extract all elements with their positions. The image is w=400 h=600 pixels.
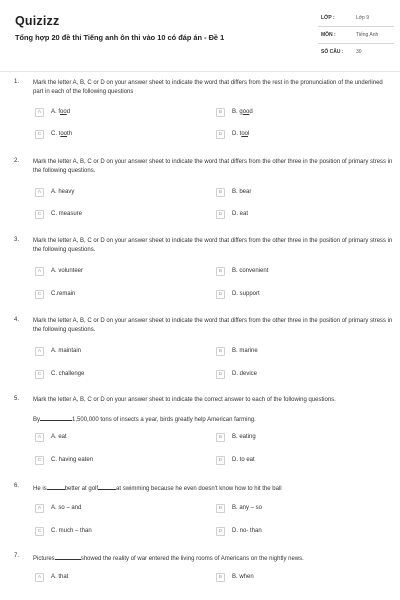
meta-subject (318, 27, 394, 44)
option-letter-box: D (216, 370, 225, 379)
option-letter-box: B (216, 108, 225, 117)
meta-subject-value: Tiếng Anh (356, 32, 379, 38)
option-letter-box: C (35, 210, 44, 219)
page-title: Tổng hợp 20 đề thi Tiếng anh ôn thi vào 10 có đáp án - Đề 1 (15, 33, 225, 42)
question-number: 6. (14, 483, 20, 489)
option-letter-box: C (35, 456, 44, 465)
question-text: Pictures showed the reality of war entered the living rooms of Americans on the nightly news. (33, 553, 393, 564)
meta-subject-label: MÔN : (321, 32, 336, 38)
underlined-part: oo (241, 131, 249, 137)
option-letter-box: A (35, 504, 44, 513)
option-letter-box: A (35, 108, 44, 117)
option-letter-box: B (216, 267, 225, 276)
option-letter-box: D (216, 130, 225, 139)
answer-blank (98, 483, 116, 490)
option-letter-box: A (35, 573, 44, 582)
option-letter-box: B (216, 188, 225, 197)
question-number: 4. (14, 317, 20, 323)
question-text: Mark the letter A, B, C or D on your answer sheet to indicate the word that differs from the rest in the pronunciation of the underlined part in each of the following questions (33, 80, 383, 95)
option-letter-box: D (216, 290, 225, 299)
underlined-part: oo (60, 131, 68, 137)
question-text: Mark the letter A, B, C or D on your answer sheet to indicate the word that differs from the other three in the position of primary stress in the following questions. (33, 159, 393, 174)
option-letter-box: A (35, 267, 44, 276)
option-letter-box: A (35, 347, 44, 356)
question-text: He is better at golf at swimming because he even doesn't know how to hit the ball (33, 483, 393, 494)
question-number: 2. (14, 158, 20, 164)
underlined-part: oo (60, 109, 67, 115)
meta-count-value: 30 (356, 49, 362, 55)
option-letter-box: C (35, 370, 44, 379)
meta-grade (318, 10, 394, 27)
question-number: 7. (14, 553, 20, 559)
option-letter-box: C (35, 527, 44, 536)
question-number: 3. (14, 237, 20, 243)
option-letter-box: B (216, 433, 225, 442)
meta-grade-value: Lớp 9 (356, 15, 370, 21)
option-letter-box: A (35, 433, 44, 442)
meta-question-count (318, 44, 394, 61)
meta-count-label: SỐ CÂU : (321, 49, 344, 55)
question-number: 1. (14, 79, 20, 85)
worksheet-header (0, 0, 400, 70)
option-letter-box: D (216, 210, 225, 219)
option-letter-box: A (35, 188, 44, 197)
answer-blank (40, 414, 72, 421)
option-letter-box: D (216, 456, 225, 465)
answer-blank (55, 553, 81, 560)
question-text: Mark the letter A, B, C or D on your answer sheet to indicate the word that differs from the other three in the position of primary stress in the following questions. (33, 318, 393, 333)
question-number: 5. (14, 396, 20, 402)
worksheet-page: Quizizz Tổng hợp 20 đề thi Tiếng anh ôn thi vào 10 có đáp án - Đề 1 LỚP : Lớp 9 MÔN : Tiếng Anh SỐ CÂU : 30 1. Mark the letter A, B, C or D on your answer sheet to indicate the word that differs from the rest in the pronunciation of the underlined part in each of the following questions A A. food B B. good C C. tooth D D. tool 2. Mark the letter A, B, C or D on your answer sheet to indicate the word that differs from the other three in the position of primary stress in the following questions. A A. heavy B B. bear C C. measure D D. eat 3. Mark the letter A, B, C or D on your answer sheet to indicate the word that differs from the other three in the position of primary stress in the following questions. A A. volunteer B B. convenient C C.remain D D. support 4. Mark the letter A, B, C or D on your answer sheet to indicate the word that differs from the other three in the position of primary stress in the following questions. A A. maintain B B. marine C C. challenge D D. device 5. Mark the letter A, B, C or D on your answer sheet to indicate the correct answer to each of the following questions. By 1,500,000 tons of insects a year, birds greatly help American farming. A A. eat B B. eating C C. having eaten D D. to eat 6. He is better at golf at swimming because he even doesn't know how to hit the ball A A. so – and B B. any – so C C. much – than D D. no- than 7. Pictures showed the reality of war entered the living rooms of Americans on the nightly news. A A. that B B. when (0, 0, 400, 600)
option-letter-box: D (216, 527, 225, 536)
option-letter-box: C (35, 130, 44, 139)
underlined-part: oo (242, 109, 250, 115)
option-letter-box: B (216, 347, 225, 356)
option-letter-box: B (216, 573, 225, 582)
option-letter-box: B (216, 504, 225, 513)
quizizz-logo: Quizizz (15, 14, 60, 28)
answer-blank (47, 483, 65, 490)
header-divider (0, 71, 400, 72)
question-text: Mark the letter A, B, C or D on your answer sheet to indicate the correct answer to each of the following questions. (33, 397, 336, 403)
question-text: Mark the letter A, B, C or D on your answer sheet to indicate the word that differs from the other three in the position of primary stress in the following questions. (33, 238, 393, 253)
question-sentence: By 1,500,000 tons of insects a year, birds greatly help American farming. (33, 414, 393, 425)
option-letter-box: C (35, 290, 44, 299)
meta-grade-label: LỚP : (321, 15, 335, 21)
